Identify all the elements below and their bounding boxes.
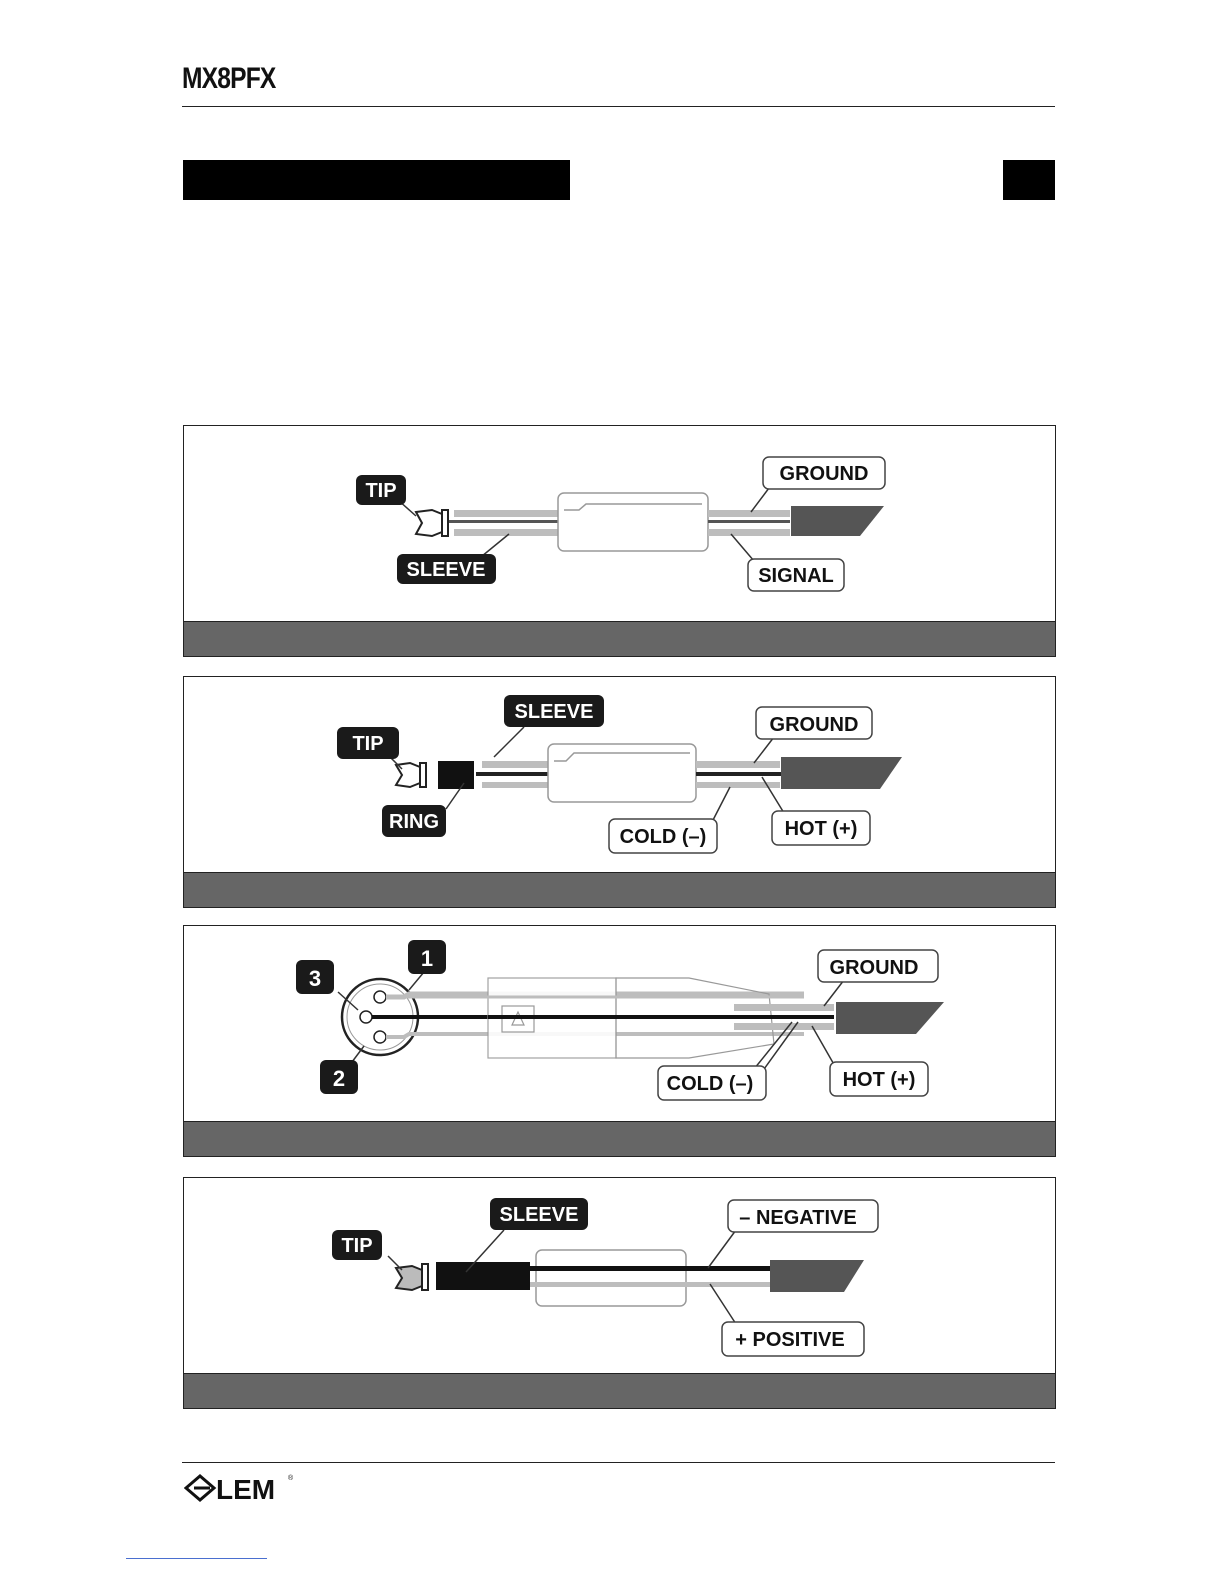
tip-label: TIP bbox=[352, 733, 384, 755]
pin1-icon bbox=[374, 991, 386, 1003]
xlr-caption-bar bbox=[184, 1121, 1055, 1156]
unbalanced-jack-diagram bbox=[184, 426, 1055, 622]
speaker-jack-diagram bbox=[184, 1178, 1055, 1374]
balanced-jack-panel bbox=[183, 676, 1056, 908]
speaker-jack-caption-bar bbox=[184, 1373, 1055, 1408]
model-title: MX8PFX bbox=[182, 62, 276, 95]
speaker-jack-panel bbox=[183, 1177, 1056, 1409]
link-underline bbox=[126, 1558, 267, 1559]
hot-label: HOT (+) bbox=[842, 1069, 916, 1091]
logo-text: LEM bbox=[216, 1474, 276, 1505]
unbalanced-jack-panel bbox=[183, 425, 1056, 657]
tip-label: TIP bbox=[341, 1235, 373, 1257]
sleeve-label: SLEEVE bbox=[514, 701, 594, 723]
xlr-diagram bbox=[184, 926, 1055, 1122]
cold-label: COLD (–) bbox=[666, 1073, 754, 1095]
ground-label: GROUND bbox=[779, 463, 869, 485]
ground-label: GROUND bbox=[769, 714, 859, 736]
lem-logo bbox=[184, 1470, 299, 1506]
pin2-icon bbox=[374, 1031, 386, 1043]
logo-registered-mark: ® bbox=[288, 1475, 294, 1482]
balanced-jack-diagram bbox=[184, 677, 1055, 873]
signal-label: SIGNAL bbox=[758, 565, 834, 587]
negative-label: – NEGATIVE bbox=[739, 1207, 857, 1229]
sleeve-label: SLEEVE bbox=[406, 559, 486, 581]
pin3-icon bbox=[360, 1011, 372, 1023]
cold-label: COLD (–) bbox=[619, 826, 707, 848]
positive-label: + POSITIVE bbox=[735, 1329, 845, 1351]
unbalanced-jack-caption-bar bbox=[184, 621, 1055, 656]
tip-label: TIP bbox=[365, 480, 397, 502]
section-title-bar bbox=[183, 160, 570, 200]
pin1-label: 1 bbox=[420, 946, 434, 971]
pin3-label: 3 bbox=[308, 966, 322, 991]
header-rule bbox=[182, 106, 1055, 107]
page-number-bar bbox=[1003, 160, 1055, 200]
sleeve-label: SLEEVE bbox=[499, 1204, 579, 1226]
footer-rule bbox=[182, 1462, 1055, 1463]
ring-label: RING bbox=[389, 811, 439, 833]
hot-label: HOT (+) bbox=[784, 818, 858, 840]
balanced-jack-caption-bar bbox=[184, 872, 1055, 907]
ground-label: GROUND bbox=[829, 957, 919, 979]
pin2-label: 2 bbox=[332, 1066, 346, 1091]
xlr-panel bbox=[183, 925, 1056, 1157]
